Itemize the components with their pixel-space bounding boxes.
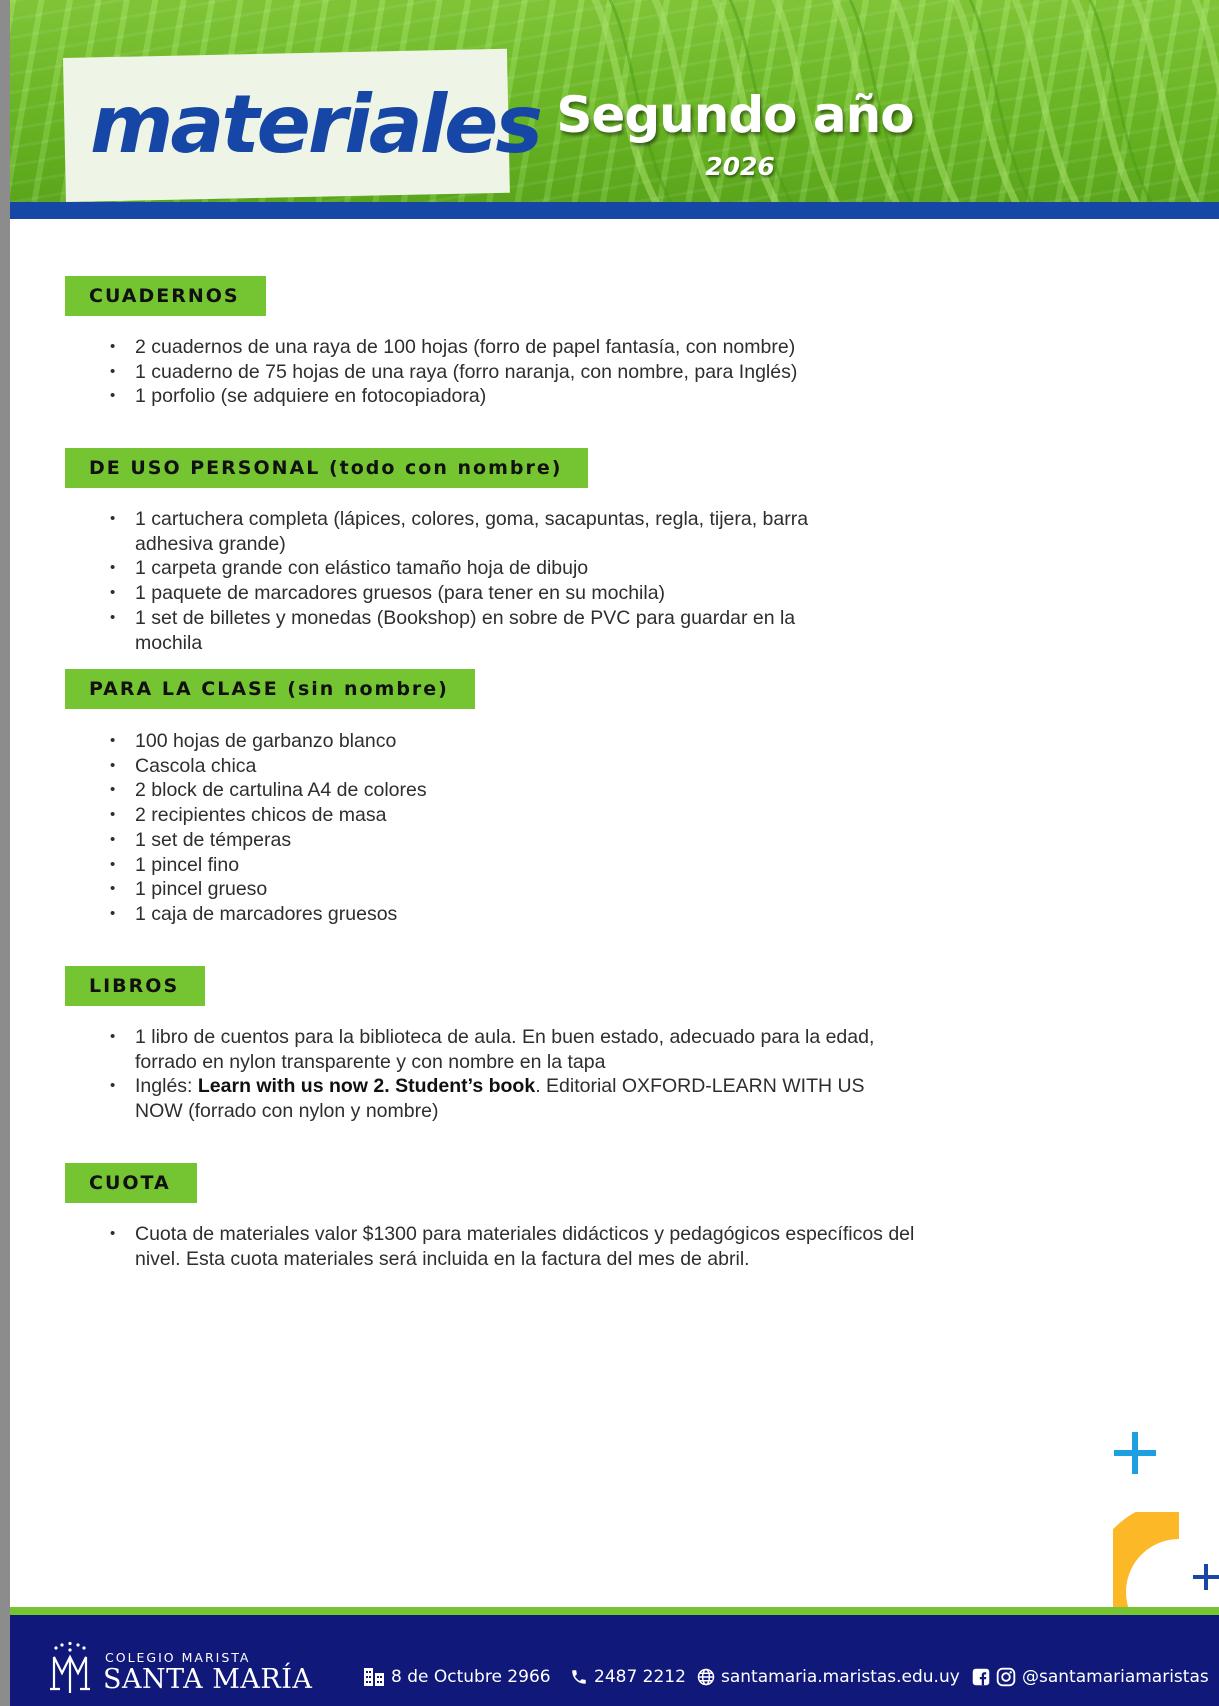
section-label-cuadernos: CUADERNOS (65, 276, 266, 316)
footer (10, 1615, 1219, 1706)
list-item: • 1 cuaderno de 75 hojas de una raya (forro naranja, con nombre, para Inglés) (110, 360, 797, 385)
phone-icon (570, 1668, 588, 1686)
section-label-uso-personal: DE USO PERSONAL (todo con nombre) (65, 448, 588, 488)
building-icon (363, 1667, 385, 1687)
list-item: • 1 set de témperas (110, 828, 427, 853)
english-book-prefix: Inglés: (135, 1075, 198, 1098)
year-label: 2026 (705, 152, 775, 181)
list-item: • 1 libro de cuentos para la biblioteca de aula. En buen estado, adecuado para la edad, forrado en nylon transparente y con nombre en la tapa (110, 1025, 900, 1074)
header-divider (10, 202, 1219, 219)
list-item: • 1 cartuchera completa (lápices, colores, goma, sacapuntas, regla, tijera, barra adhesiva grande) (110, 507, 850, 556)
list-item: • Cascola chica (110, 754, 427, 779)
facebook-icon[interactable] (972, 1668, 990, 1686)
list-item-english-book (110, 1074, 900, 1123)
page-title: materiales (90, 78, 540, 171)
list-item: • Cuota de materiales valor $1300 para materiales didácticos y pedagógicos específicos del nivel. Esta cuota materiales será incluida en la factura del mes de abril. (110, 1222, 920, 1271)
footer-address (363, 1667, 551, 1687)
plus-icon (1192, 1563, 1219, 1591)
list-cuota (110, 1222, 920, 1271)
social-handle[interactable]: @santamariamaristas (1022, 1667, 1209, 1687)
footer-green-line (10, 1607, 1219, 1615)
section-label-libros: LIBROS (65, 966, 205, 1006)
list-item: • 2 recipientes chicos de masa (110, 803, 427, 828)
list-libros (110, 1025, 900, 1124)
footer-social[interactable] (972, 1667, 1209, 1687)
english-book-suffix: . Editorial OXFORD-LEARN WITH US NOW (forrado con nylon y nombre) (135, 1075, 865, 1123)
website-link[interactable]: santamaria.maristas.edu.uy (721, 1667, 960, 1687)
school-logo-icon (48, 1639, 92, 1695)
list-item: • 1 set de billetes y monedas (Bookshop) en sobre de PVC para guardar en la mochila (110, 606, 850, 655)
school-name-top: COLEGIO MARISTA (105, 1650, 251, 1665)
address-text: 8 de Octubre 2966 (391, 1667, 551, 1687)
plus-icon (1112, 1430, 1158, 1476)
school-name: SANTA MARÍA (103, 1664, 313, 1695)
document-page (10, 0, 1219, 1706)
list-item: • 1 paquete de marcadores gruesos (para tener en su mochila) (110, 581, 850, 606)
footer-website[interactable] (697, 1667, 960, 1687)
list-uso-personal (110, 507, 850, 655)
left-edge-strip (0, 0, 10, 1706)
instagram-icon[interactable] (996, 1667, 1016, 1687)
list-para-la-clase (110, 729, 427, 927)
list-item: • 1 porfolio (se adquiere en fotocopiadora) (110, 384, 797, 409)
list-item: • 1 caja de marcadores gruesos (110, 902, 427, 927)
list-item: • 1 pincel fino (110, 853, 427, 878)
list-item: • 100 hojas de garbanzo blanco (110, 729, 427, 754)
section-label-cuota: CUOTA (65, 1163, 197, 1203)
list-item: • 2 cuadernos de una raya de 100 hojas (forro de papel fantasía, con nombre) (110, 335, 797, 360)
phone-text: 2487 2212 (594, 1667, 686, 1687)
list-item: • 2 block de cartulina A4 de colores (110, 778, 427, 803)
grade-heading: Segundo año (556, 86, 914, 144)
list-item: • 1 pincel grueso (110, 877, 427, 902)
english-book-title: Learn with us now 2. Student’s book (197, 1075, 536, 1098)
globe-icon (697, 1668, 715, 1686)
footer-phone (570, 1667, 686, 1687)
header-banner (10, 0, 1219, 202)
list-cuadernos (110, 335, 797, 409)
section-label-para-la-clase: PARA LA CLASE (sin nombre) (65, 669, 475, 709)
list-item: • 1 carpeta grande con elástico tamaño hoja de dibujo (110, 556, 850, 581)
